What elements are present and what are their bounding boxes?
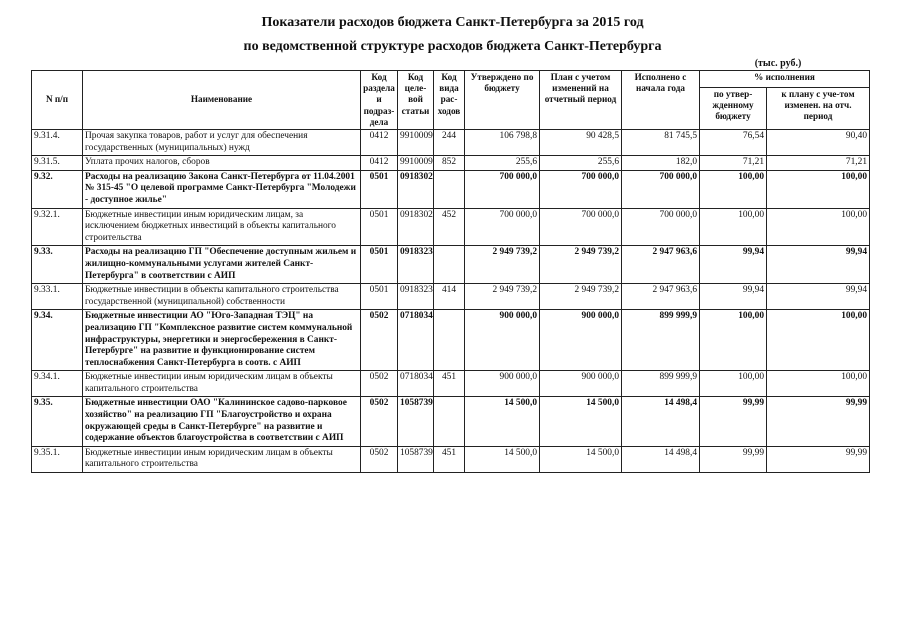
units-label: (тыс. руб.) — [754, 58, 802, 69]
cell-plan: 14 500,0 — [540, 446, 622, 472]
table-row — [32, 371, 870, 397]
table-row — [32, 208, 870, 246]
cell-name: Прочая закупка товаров, работ и услуг для обеспечения государственных (муниципальных) нужд — [83, 130, 361, 156]
cell-statya: 0718034 — [398, 371, 434, 397]
table-row — [32, 284, 870, 310]
cell-statya: 9910009 — [398, 156, 434, 171]
header-statya: Код целе-вой статьи — [398, 71, 434, 130]
cell-plan: 900 000,0 — [540, 371, 622, 397]
cell-executed: 182,0 — [622, 156, 700, 171]
cell-pct-plan: 99,94 — [767, 246, 870, 284]
cell-razdel: 0412 — [361, 156, 398, 171]
header-approved: Утверждено по бюджету — [465, 71, 540, 130]
table-row — [32, 397, 870, 446]
cell-name: Бюджетные инвестиции АО "Юго-Западная ТЭЦ" на реализацию ГП "Комплексное развитие систем коммунальной инфраструктуры, энергетики и энергосбережения в Санкт-Петербурге" на развитие и функционирование систем теплоснабжения Санкт-Петербурга в соотв. с АИП — [83, 310, 361, 371]
cell-pct-approved: 100,00 — [700, 170, 767, 208]
cell-approved: 14 500,0 — [465, 446, 540, 472]
cell-name: Бюджетные инвестиции иным юридическим лицам, за исключением бюджетных инвестиций в объекты капитального строительства — [83, 208, 361, 246]
cell-num: 9.31.4. — [32, 130, 83, 156]
cell-razdel: 0412 — [361, 130, 398, 156]
cell-statya: 0918323 — [398, 246, 434, 284]
cell-executed: 899 999,9 — [622, 371, 700, 397]
cell-plan: 700 000,0 — [540, 170, 622, 208]
cell-executed: 700 000,0 — [622, 208, 700, 246]
header-executed: Исполнено с начала года — [622, 71, 700, 130]
table-row — [32, 170, 870, 208]
cell-executed: 899 999,9 — [622, 310, 700, 371]
cell-razdel: 0501 — [361, 246, 398, 284]
cell-razdel: 0502 — [361, 371, 398, 397]
cell-pct-approved: 100,00 — [700, 371, 767, 397]
table-row — [32, 246, 870, 284]
cell-plan: 14 500,0 — [540, 397, 622, 446]
cell-statya: 0918323 — [398, 284, 434, 310]
cell-name: Бюджетные инвестиции иным юридическим лицам в объекты капитального строительства — [83, 371, 361, 397]
cell-name: Бюджетные инвестиции в объекты капитального строительства государственной (муниципальной) собственности — [83, 284, 361, 310]
cell-vid — [434, 246, 465, 284]
cell-pct-plan: 100,00 — [767, 170, 870, 208]
cell-executed: 81 745,5 — [622, 130, 700, 156]
cell-statya: 0918302 — [398, 208, 434, 246]
cell-num: 9.32. — [32, 170, 83, 208]
cell-vid: 852 — [434, 156, 465, 171]
cell-pct-approved: 100,00 — [700, 310, 767, 371]
cell-approved: 900 000,0 — [465, 371, 540, 397]
cell-vid: 452 — [434, 208, 465, 246]
cell-razdel: 0502 — [361, 310, 398, 371]
cell-approved: 106 798,8 — [465, 130, 540, 156]
cell-pct-plan: 99,94 — [767, 284, 870, 310]
cell-num: 9.32.1. — [32, 208, 83, 246]
cell-statya: 1058739 — [398, 397, 434, 446]
header-plan: План с учетом изменений на отчетный период — [540, 71, 622, 130]
budget-table — [31, 70, 870, 473]
cell-executed: 2 947 963,6 — [622, 284, 700, 310]
cell-num: 9.34.1. — [32, 371, 83, 397]
cell-vid: 451 — [434, 446, 465, 472]
header-pct-approved: по утвер-жденному бюджету — [700, 88, 767, 130]
cell-pct-approved: 99,94 — [700, 284, 767, 310]
cell-pct-plan: 99,99 — [767, 397, 870, 446]
table-row — [32, 130, 870, 156]
cell-razdel: 0501 — [361, 208, 398, 246]
header-pct-plan: к плану с уче-том изменен. на отч. период — [767, 88, 870, 130]
header-num: N п/п — [32, 71, 83, 130]
table-row — [32, 156, 870, 171]
cell-vid: 244 — [434, 130, 465, 156]
cell-num: 9.33. — [32, 246, 83, 284]
cell-plan: 90 428,5 — [540, 130, 622, 156]
cell-name: Расходы на реализацию Закона Санкт-Петербурга от 11.04.2001 № 315-45 "О целевой программе Санкт-Петербурга "Молодежи - доступное жилье" — [83, 170, 361, 208]
header-percent-group: % исполнения — [700, 71, 870, 88]
cell-num: 9.35. — [32, 397, 83, 446]
cell-executed: 2 947 963,6 — [622, 246, 700, 284]
cell-executed: 14 498,4 — [622, 446, 700, 472]
cell-pct-approved: 99,99 — [700, 397, 767, 446]
cell-name: Уплата прочих налогов, сборов — [83, 156, 361, 171]
cell-plan: 900 000,0 — [540, 310, 622, 371]
table-row — [32, 310, 870, 371]
cell-approved: 900 000,0 — [465, 310, 540, 371]
cell-statya: 1058739 — [398, 446, 434, 472]
document-subtitle: по ведомственной структуре расходов бюджета Санкт-Петербурга — [243, 39, 662, 54]
cell-name: Бюджетные инвестиции ОАО "Калининское садово-парковое хозяйство" на реализацию ГП "Благоустройство и охрана окружающей среды в Санкт-Петербурге" на развитие и содержание объектов благоустройства в соответствии с АИП — [83, 397, 361, 446]
cell-pct-plan: 100,00 — [767, 310, 870, 371]
table-row — [32, 446, 870, 472]
cell-pct-plan: 100,00 — [767, 208, 870, 246]
cell-approved: 2 949 739,2 — [465, 246, 540, 284]
cell-num: 9.34. — [32, 310, 83, 371]
cell-vid: 414 — [434, 284, 465, 310]
cell-pct-plan: 100,00 — [767, 371, 870, 397]
cell-name: Расходы на реализацию ГП "Обеспечение доступным жильем и жилищно-коммунальными услугами жителей Санкт-Петербурга" в соответствии с АИП — [83, 246, 361, 284]
table-body — [32, 130, 870, 473]
cell-vid: 451 — [434, 371, 465, 397]
cell-approved: 2 949 739,2 — [465, 284, 540, 310]
cell-razdel: 0501 — [361, 170, 398, 208]
cell-vid — [434, 397, 465, 446]
cell-approved: 700 000,0 — [465, 170, 540, 208]
cell-statya: 9910009 — [398, 130, 434, 156]
document-title: Показатели расходов бюджета Санкт-Петербурга за 2015 год — [261, 15, 644, 30]
cell-pct-plan: 90,40 — [767, 130, 870, 156]
cell-executed: 700 000,0 — [622, 170, 700, 208]
cell-pct-plan: 71,21 — [767, 156, 870, 171]
cell-approved: 255,6 — [465, 156, 540, 171]
cell-num: 9.33.1. — [32, 284, 83, 310]
cell-name: Бюджетные инвестиции иным юридическим лицам в объекты капитального строительства — [83, 446, 361, 472]
cell-pct-approved: 76,54 — [700, 130, 767, 156]
cell-razdel: 0501 — [361, 284, 398, 310]
cell-executed: 14 498,4 — [622, 397, 700, 446]
cell-plan: 2 949 739,2 — [540, 246, 622, 284]
cell-plan: 255,6 — [540, 156, 622, 171]
cell-statya: 0918302 — [398, 170, 434, 208]
cell-vid — [434, 310, 465, 371]
cell-pct-approved: 99,94 — [700, 246, 767, 284]
cell-approved: 700 000,0 — [465, 208, 540, 246]
cell-plan: 700 000,0 — [540, 208, 622, 246]
cell-num: 9.31.5. — [32, 156, 83, 171]
cell-approved: 14 500,0 — [465, 397, 540, 446]
header-razdel: Код раздела и подраз-дела — [361, 71, 398, 130]
cell-razdel: 0502 — [361, 397, 398, 446]
cell-vid — [434, 170, 465, 208]
cell-pct-approved: 99,99 — [700, 446, 767, 472]
header-vid: Код вида рас-ходов — [434, 71, 465, 130]
cell-pct-plan: 99,99 — [767, 446, 870, 472]
header-name: Наименование — [83, 71, 361, 130]
cell-razdel: 0502 — [361, 446, 398, 472]
cell-plan: 2 949 739,2 — [540, 284, 622, 310]
cell-pct-approved: 100,00 — [700, 208, 767, 246]
cell-num: 9.35.1. — [32, 446, 83, 472]
cell-pct-approved: 71,21 — [700, 156, 767, 171]
cell-statya: 0718034 — [398, 310, 434, 371]
